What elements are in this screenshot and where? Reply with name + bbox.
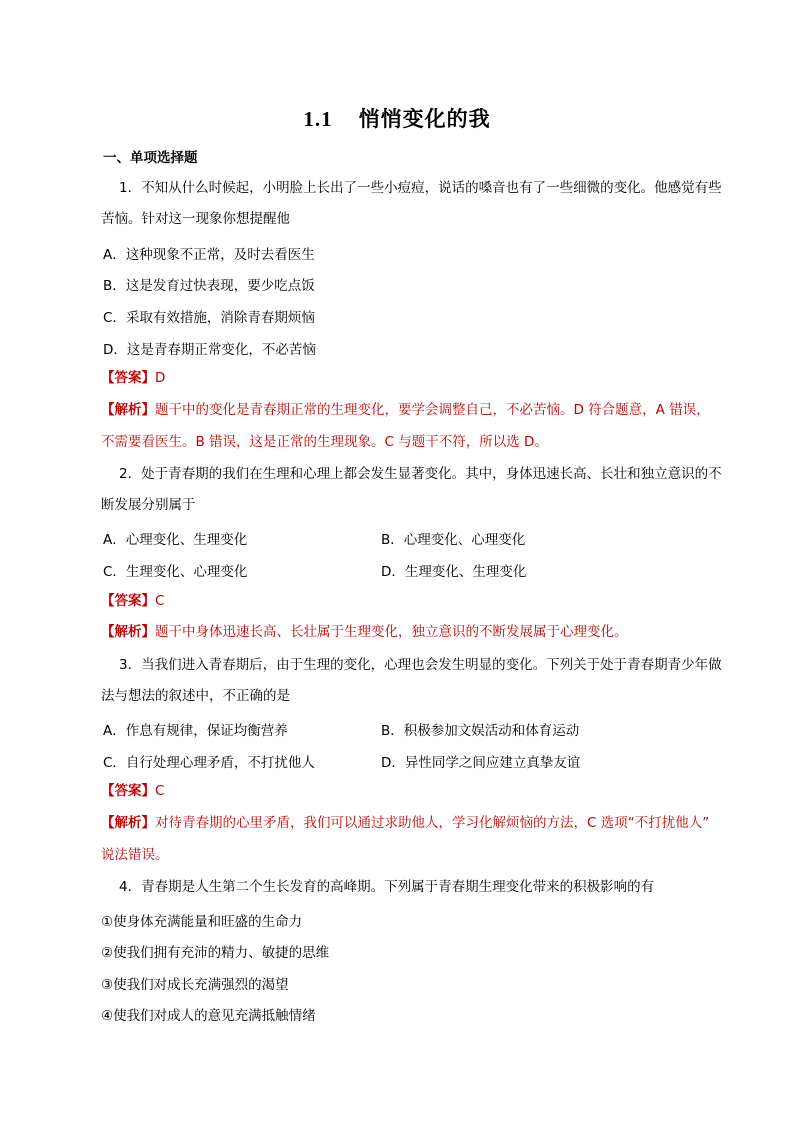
q2-answer	[101, 591, 164, 611]
q1-option-c: C．采取有效措施，消除青春期烦恼	[103, 310, 315, 326]
q3-answer-value: C	[155, 783, 165, 799]
q1-analysis-line2: 不需要看医生。B 错误，这是正常的生理现象。C 与题干不符，所以选 D。	[101, 434, 548, 450]
q3-option-d: D．异性同学之间应建立真挚友谊	[381, 755, 581, 771]
section-heading: 一、单项选择题	[103, 150, 198, 166]
q1-stem-line1: 1．不知从什么时候起，小明脸上长出了一些小痘痘，说话的嗓音也有了一些细微的变化。他感觉有些	[119, 180, 722, 196]
q1-analysis-line1	[101, 400, 710, 420]
q1-option-b: B．这是发育过快表现，要少吃点饭	[103, 278, 315, 294]
q1-analysis-text1: 题干中的变化是青春期正常的生理变化，要学会调整自己，不必苦恼。D 符合题意，A 错误，	[155, 402, 710, 418]
q2-option-d: D．生理变化、生理变化	[381, 564, 527, 580]
q2-stem-line1: 2．处于青春期的我们在生理和心理上都会发生显著变化。其中，身体迅速长高、长壮和独立意识的不	[119, 466, 722, 482]
q2-stem-line2: 断发展分别属于	[101, 497, 196, 513]
q2-answer-value: C	[155, 593, 165, 609]
q2-option-b: B．心理变化、心理变化	[381, 532, 526, 548]
q2-analysis-tag: 【解析】	[101, 624, 155, 640]
q3-option-c: C．自行处理心理矛盾，不打扰他人	[103, 755, 315, 771]
q1-option-a: A．这种现象不正常，及时去看医生	[103, 247, 315, 263]
q2-answer-tag: 【答案】	[101, 593, 155, 609]
q2-analysis-line1	[101, 622, 628, 642]
q3-answer	[101, 781, 164, 801]
q1-answer-value: D	[155, 370, 166, 386]
q1-stem-line2: 苦恼。针对这一现象你想提醒他	[101, 211, 290, 227]
q2-analysis-text1: 题干中身体迅速长高、长壮属于生理变化，独立意识的不断发展属于心理变化。	[155, 624, 628, 640]
q1-answer-tag: 【答案】	[101, 370, 155, 386]
q3-option-b: B．积极参加文娱活动和体育运动	[381, 723, 580, 739]
q2-option-c: C．生理变化、心理变化	[103, 564, 248, 580]
q3-analysis-line1	[101, 813, 709, 833]
q1-analysis-tag: 【解析】	[101, 402, 155, 418]
title-number: 1.1	[303, 107, 333, 131]
q3-option-a: A．作息有规律，保证均衡营养	[103, 723, 288, 739]
q3-answer-tag: 【答案】	[101, 783, 155, 799]
q3-analysis-tag: 【解析】	[101, 815, 155, 831]
q4-item-1: ①使身体充满能量和旺盛的生命力	[101, 914, 303, 930]
q4-item-2: ②使我们拥有充沛的精力、敏捷的思维	[101, 945, 330, 961]
q1-option-d: D．这是青春期正常变化，不必苦恼	[103, 342, 316, 358]
q2-option-a: A．心理变化、生理变化	[103, 532, 248, 548]
q4-item-4: ④使我们对成人的意见充满抵触情绪	[101, 1008, 316, 1024]
q4-stem-line1: 4．青春期是人生第二个生长发育的高峰期。下列属于青春期生理变化带来的积极影响的有	[119, 879, 655, 895]
q3-stem-line1: 3．当我们进入青春期后，由于生理的变化，心理也会发生明显的变化。下列关于处于青春期青少年做	[119, 657, 722, 673]
q3-stem-line2: 法与想法的叙述中，不正确的是	[101, 688, 290, 704]
q3-analysis-text1: 对待青春期的心里矛盾，我们可以通过求助他人，学习化解烦恼的方法，C 选项“不打扰他人”	[155, 815, 710, 831]
title-text: 悄悄变化的我	[358, 107, 491, 131]
q3-analysis-line2: 说法错误。	[101, 847, 169, 863]
q1-answer	[101, 368, 165, 388]
page-title	[0, 103, 794, 133]
q4-item-3: ③使我们对成长充满强烈的渴望	[101, 977, 289, 993]
